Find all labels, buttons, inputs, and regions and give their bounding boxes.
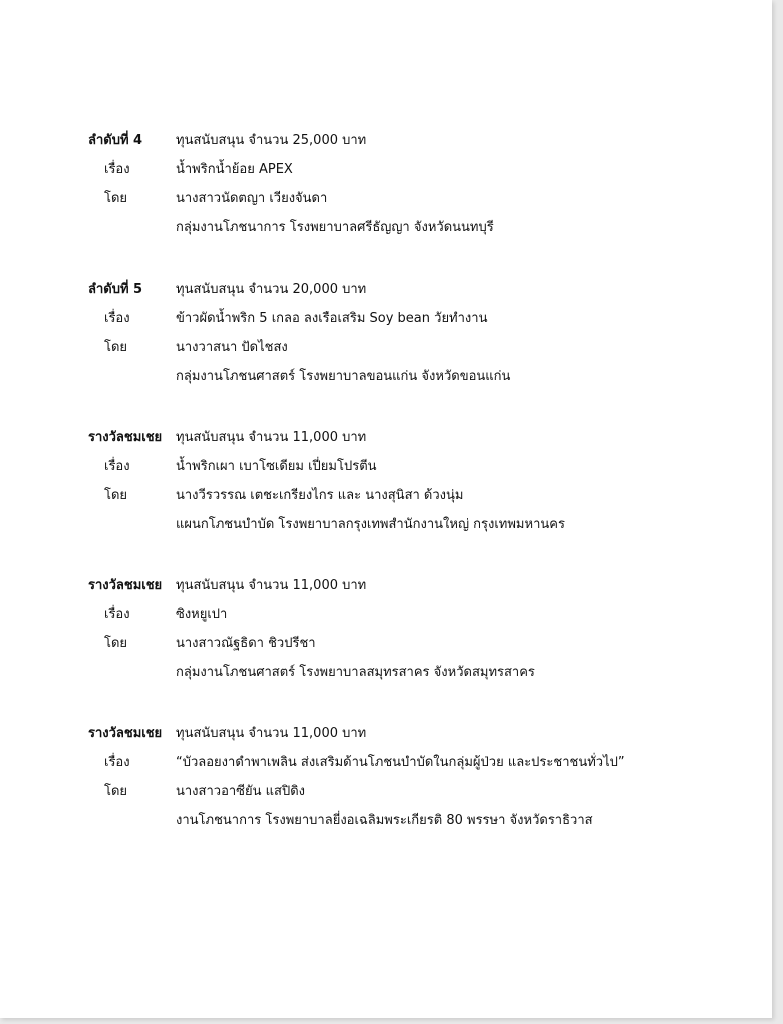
grant-amount: ทุนสนับสนุน จำนวน 11,000 บาท (176, 726, 367, 741)
grant-row (88, 719, 728, 748)
grant-amount: ทุนสนับสนุน จำนวน 20,000 บาท (176, 282, 367, 297)
topic-row (88, 304, 728, 333)
topic-label: เรื่อง (104, 311, 130, 326)
honorable-mention-2 (88, 571, 728, 687)
affiliation: งานโภชนาการ โรงพยาบาลยี่งอเฉลิมพระเกียรติ 80 พรรษา จังหวัดราธิวาส (176, 813, 593, 828)
topic-row (88, 748, 728, 777)
topic-title: น้ำพริกน้ำย้อย APEX (176, 162, 293, 177)
topic-row (88, 452, 728, 481)
author-row (88, 629, 728, 658)
grant-amount: ทุนสนับสนุน จำนวน 11,000 บาท (176, 578, 367, 593)
topic-row (88, 155, 728, 184)
topic-label: เรื่อง (104, 162, 130, 177)
by-label: โดย (104, 340, 128, 355)
topic-row (88, 600, 728, 629)
award-entry-5 (88, 275, 728, 391)
by-label: โดย (104, 488, 128, 503)
topic-title: ซิงหยูเปา (176, 607, 228, 622)
topic-label: เรื่อง (104, 459, 130, 474)
affiliation-row (88, 806, 728, 835)
author-name: นางสาวอาซียัน แสปิดิง (176, 784, 305, 799)
affiliation-row (88, 658, 728, 687)
grant-row (88, 571, 728, 600)
affiliation: กลุ่มงานโภชนาการ โรงพยาบาลศรีธัญญา จังหวัดนนทบุรี (176, 220, 494, 235)
by-label: โดย (104, 191, 128, 206)
topic-title: ข้าวผัดน้ำพริก 5 เกลอ ลงเรือเสริม Soy bean วัยทำงาน (176, 311, 488, 326)
topic-label: เรื่อง (104, 755, 130, 770)
author-name: นางวีรวรรณ เตชะเกรียงไกร และ นางสุนิสา ด้วงนุ่ม (176, 488, 464, 503)
rank-label: รางวัลชมเชย (88, 726, 163, 741)
author-name: นางสาวณัฐธิดา ชิวปรีชา (176, 636, 316, 651)
author-row (88, 481, 728, 510)
rank-label: รางวัลชมเชย (88, 430, 163, 445)
honorable-mention-3 (88, 719, 728, 835)
topic-label: เรื่อง (104, 607, 130, 622)
rank-label: ลำดับที่ 4 (88, 133, 143, 148)
by-label: โดย (104, 784, 128, 799)
rank-label: ลำดับที่ 5 (88, 282, 143, 297)
affiliation: กลุ่มงานโภชนศาสตร์ โรงพยาบาลขอนแก่น จังหวัดขอนแก่น (176, 369, 511, 384)
affiliation-row (88, 362, 728, 391)
award-entry-4 (88, 126, 728, 242)
rank-label: รางวัลชมเชย (88, 578, 163, 593)
by-label: โดย (104, 636, 128, 651)
grant-amount: ทุนสนับสนุน จำนวน 25,000 บาท (176, 133, 367, 148)
author-row (88, 333, 728, 362)
topic-title: “บัวลอยงาดำพาเพลิน ส่งเสริมด้านโภชนบำบัดในกลุ่มผู้ป่วย และประชาชนทั่วไป” (176, 755, 625, 770)
affiliation: แผนกโภชนบำบัด โรงพยาบาลกรุงเทพสำนักงานใหญ่ กรุงเทพมหานคร (176, 517, 565, 532)
honorable-mention-1 (88, 423, 728, 539)
grant-amount: ทุนสนับสนุน จำนวน 11,000 บาท (176, 430, 367, 445)
affiliation: กลุ่มงานโภชนศาสตร์ โรงพยาบาลสมุทรสาคร จังหวัดสมุทรสาคร (176, 665, 535, 680)
grant-row (88, 275, 728, 304)
grant-row (88, 423, 728, 452)
grant-row (88, 126, 728, 155)
author-row (88, 777, 728, 806)
author-name: นางสาวนัดตญา เวียงจันดา (176, 191, 328, 206)
affiliation-row (88, 510, 728, 539)
author-row (88, 184, 728, 213)
author-name: นางวาสนา ปัดไชสง (176, 340, 288, 355)
topic-title: น้ำพริกเผา เบาโซเดียม เปี่ยมโปรตีน (176, 459, 377, 474)
affiliation-row (88, 213, 728, 242)
